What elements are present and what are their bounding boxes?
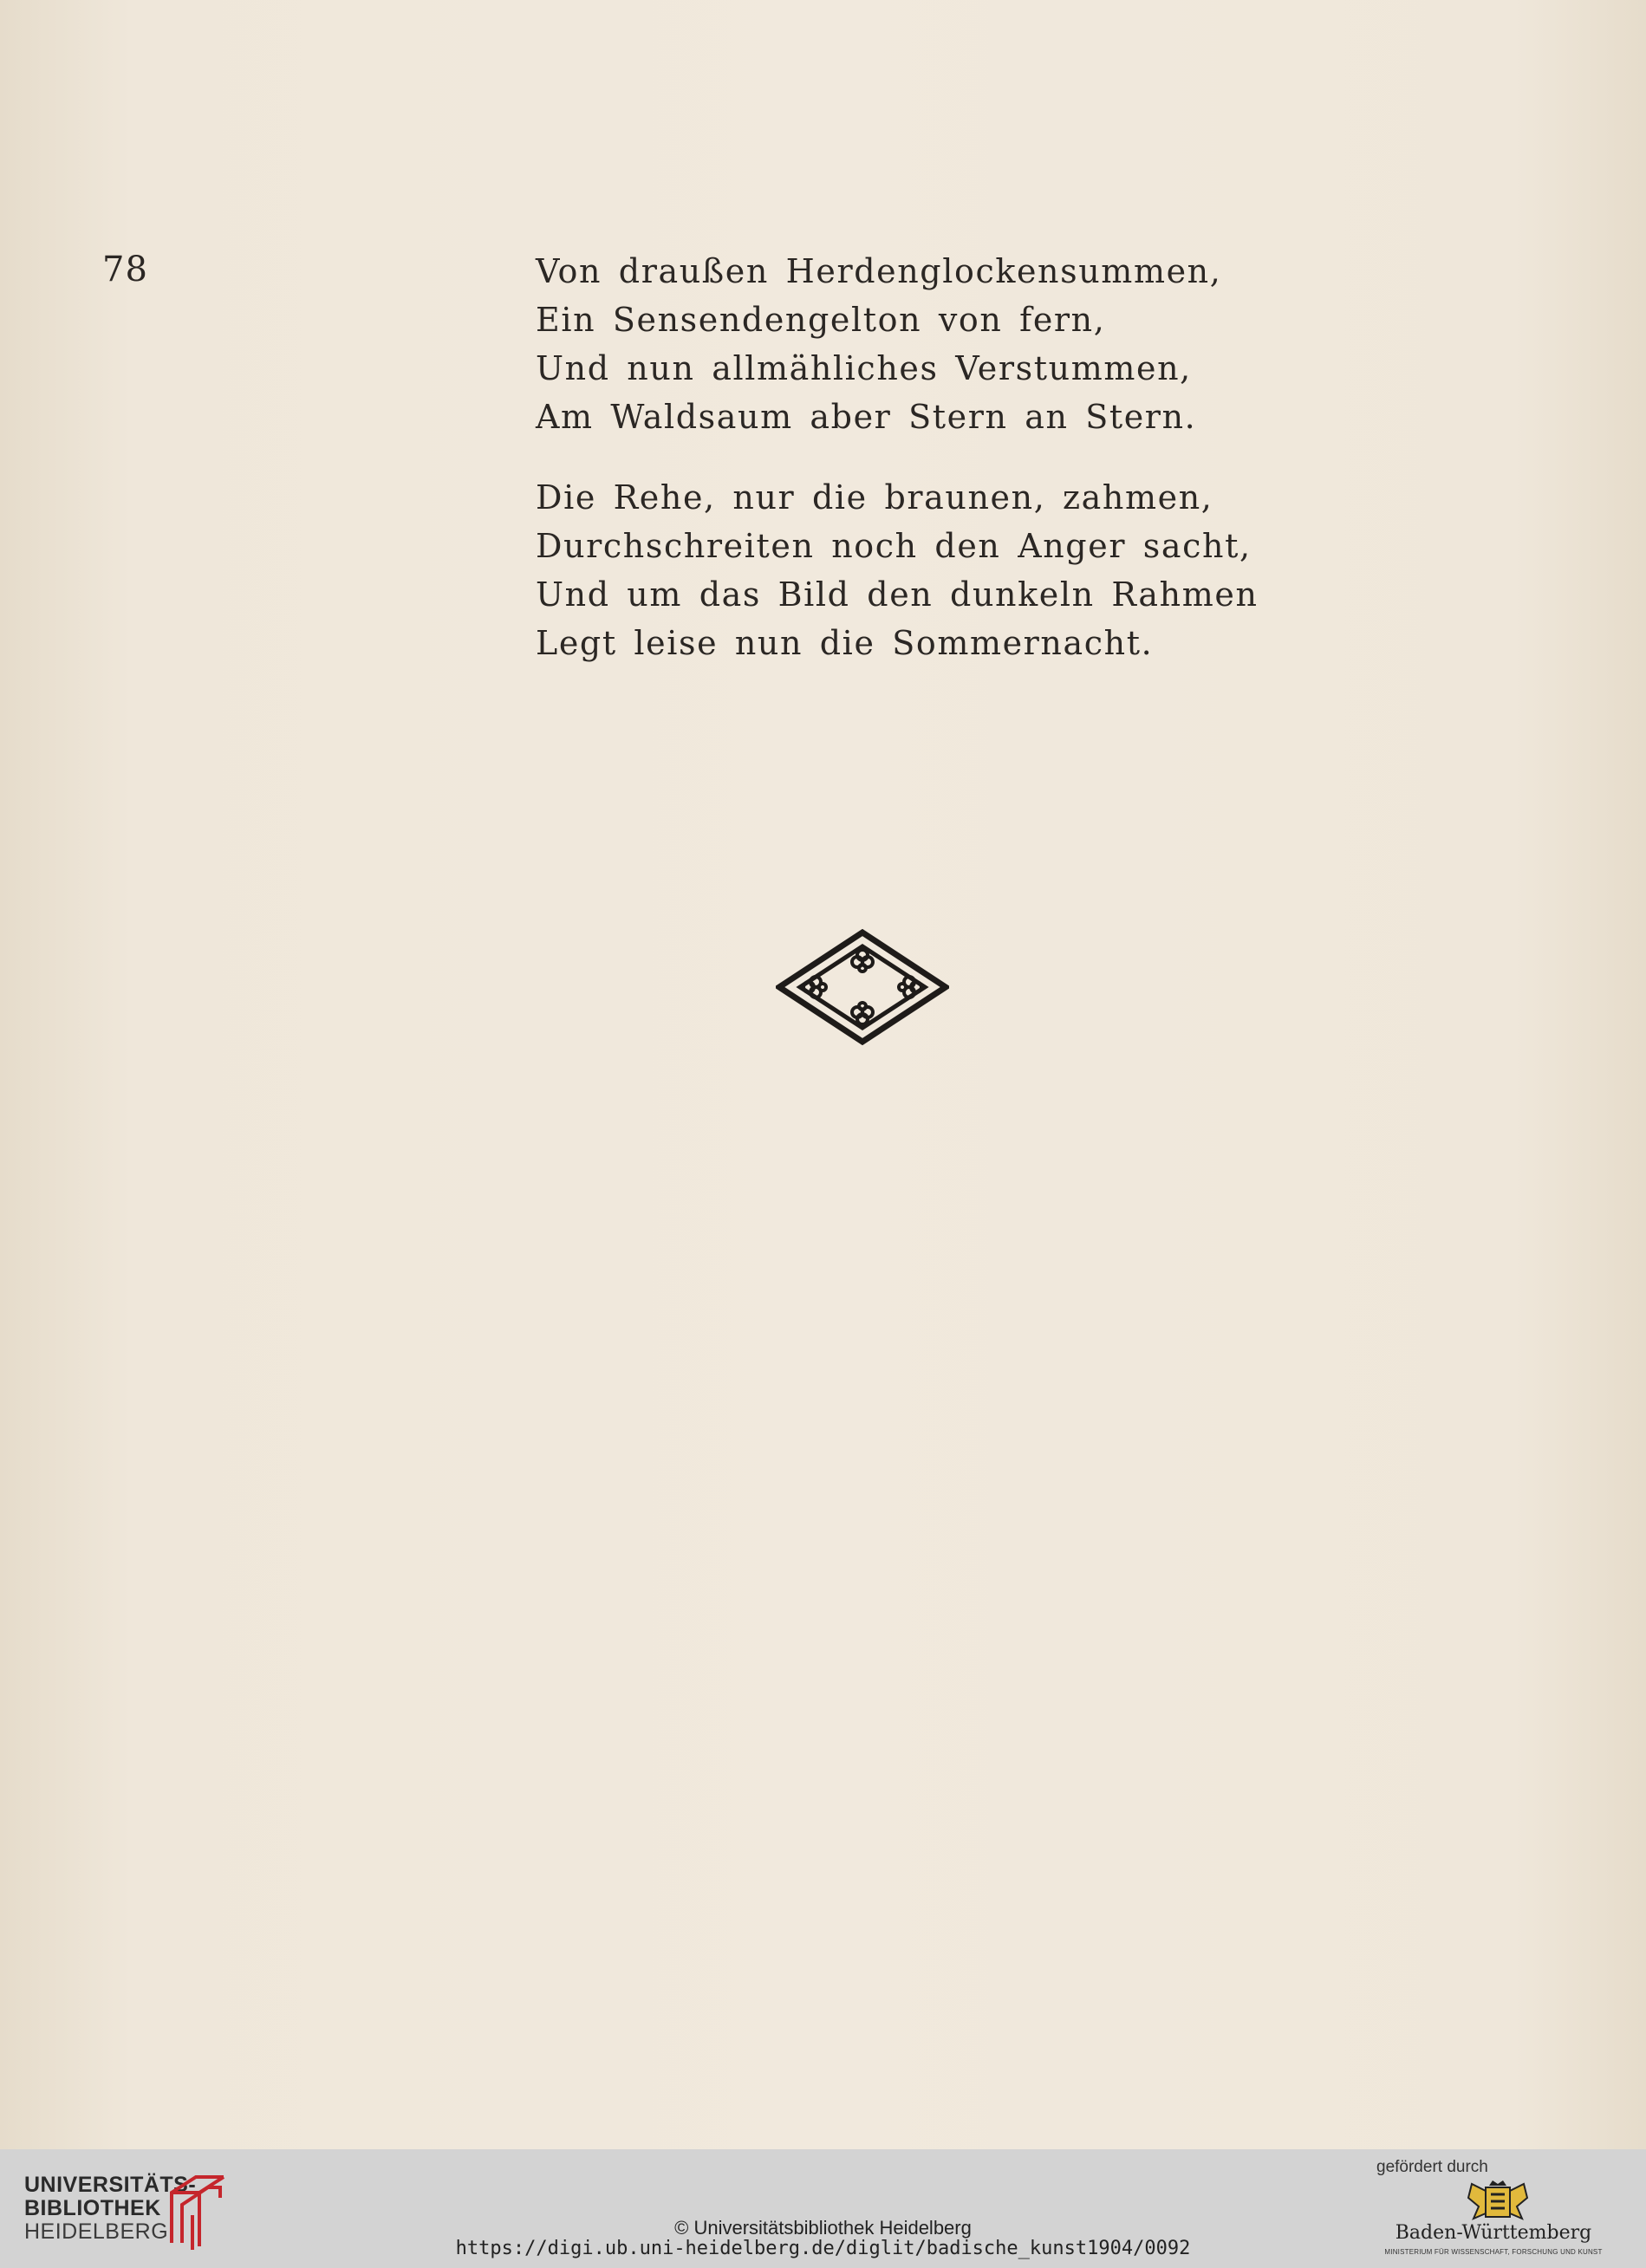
- library-logo-line: HEIDELBERG: [24, 2219, 169, 2244]
- library-logo-line: UNIVERSITÄTS-: [24, 2173, 197, 2197]
- poem-line: Legt leise nun die Sommernacht.: [536, 624, 1154, 662]
- footer-bar: [0, 2149, 1646, 2268]
- poem-line: Am Waldsaum aber Stern an Stern.: [536, 398, 1197, 436]
- sponsor-name: Baden-Württemberg: [1395, 2222, 1592, 2244]
- sponsor-label: gefördert durch: [1376, 2158, 1488, 2176]
- poem-line: Von draußen Herdenglockensummen,: [536, 252, 1222, 290]
- poem-line: Die Rehe, nur die braunen, zahmen,: [536, 478, 1213, 517]
- permalink-url[interactable]: https://digi.ub.uni-heidelberg.de/diglit/badische_kunst1904/0092: [455, 2238, 1191, 2259]
- library-logo-line: BIBLIOTHEK: [24, 2196, 161, 2220]
- diamond-ornament-icon: [776, 929, 949, 1045]
- stanza-1: [536, 247, 1316, 441]
- poem: [536, 247, 1316, 699]
- coat-of-arms-icon[interactable]: [1465, 2180, 1531, 2222]
- poem-line: Durchschreiten noch den Anger sacht,: [536, 527, 1252, 565]
- page-number: 78: [102, 250, 148, 289]
- copyright-notice: © Universitätsbibliothek Heidelberg: [674, 2217, 972, 2239]
- stanza-2: [536, 473, 1316, 667]
- poem-line: Und nun allmähliches Verstummen,: [536, 349, 1192, 387]
- poem-line: Ein Sensendengelton von fern,: [536, 301, 1106, 339]
- poem-line: Und um das Bild den dunkeln Rahmen: [536, 575, 1259, 614]
- sponsor-subtitle: MINISTERIUM FÜR WISSENSCHAFT, FORSCHUNG UND KUNST: [1384, 2248, 1603, 2256]
